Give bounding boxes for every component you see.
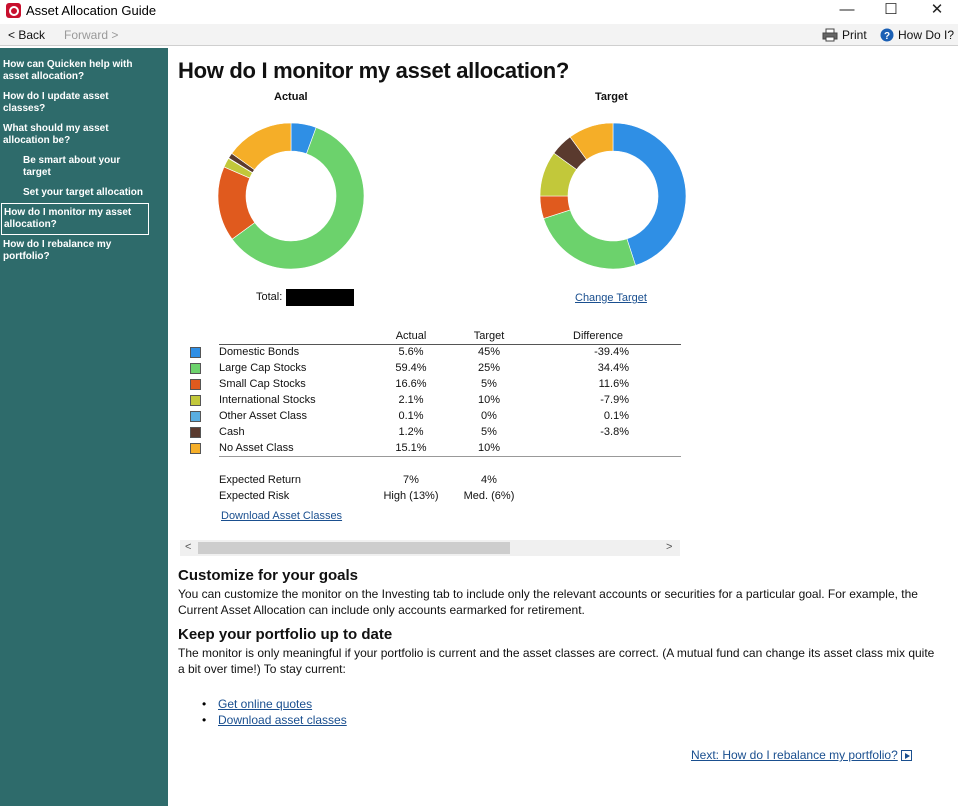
table-header (190, 328, 681, 344)
difference-value: 34.4% (597, 362, 629, 374)
print-button[interactable] (822, 28, 867, 42)
difference-value: -7.9% (600, 394, 629, 406)
actual-value: 0.1% (398, 410, 424, 422)
asset-class-name: Other Asset Class (219, 410, 308, 422)
allocation-table (190, 328, 681, 504)
page-title: How do I monitor my asset allocation? (178, 58, 570, 83)
download-asset-classes-bullet-link[interactable]: Download asset classes (218, 713, 347, 727)
sidebar-item-quicken-help[interactable]: How can Quicken help with asset allocation? (3, 59, 133, 82)
back-button[interactable]: < Back (8, 28, 46, 42)
sidebar-item-set-target[interactable]: Set your target allocation (23, 187, 144, 198)
actual-chart-title: Actual (274, 91, 308, 103)
stay-current-list (202, 696, 347, 728)
table-row (190, 360, 681, 376)
header-difference: Difference (515, 328, 681, 344)
goals-text: You can customize the monitor on the Investing tab to include only the relevant accounts or securities for a particular goal. For example, the Current Asset Allocation can include only accounts earmarked for retirement. (178, 587, 918, 617)
expected-return-target: 4% (481, 474, 497, 486)
table-row (190, 472, 681, 488)
how-do-i-button[interactable] (880, 28, 954, 42)
color-swatch (190, 363, 201, 374)
list-item (202, 712, 347, 728)
next-link-label: Next: How do I rebalance my portfolio? (691, 748, 898, 762)
target-value: 45% (477, 346, 501, 359)
printer-icon (822, 28, 838, 42)
quicken-logo-icon (6, 3, 21, 18)
difference-value: -39.4% (594, 346, 629, 359)
target-value: 0% (481, 410, 497, 422)
actual-value: 5.6% (398, 346, 424, 359)
table-row (190, 392, 681, 408)
asset-class-name: International Stocks (219, 394, 316, 406)
sidebar-item-what-should[interactable]: What should my asset allocation be? (3, 123, 109, 146)
actual-value: 59.4% (395, 362, 427, 374)
header-actual: Actual (359, 328, 463, 344)
target-chart-title: Target (595, 91, 628, 103)
sidebar-item-be-smart[interactable]: Be smart about your target (23, 155, 121, 178)
table-row (190, 344, 681, 360)
asset-class-name: Small Cap Stocks (219, 378, 306, 390)
target-donut-chart (538, 121, 688, 271)
color-swatch (190, 443, 201, 454)
navigation-bar (0, 24, 958, 46)
asset-class-name: Large Cap Stocks (219, 362, 307, 374)
actual-value: 16.6% (395, 378, 427, 390)
difference-value (515, 440, 681, 456)
header-target: Target (463, 328, 515, 344)
get-online-quotes-link[interactable]: Get online quotes (218, 697, 313, 711)
target-value: 5% (481, 426, 497, 438)
main-content (168, 48, 958, 806)
sidebar (0, 48, 168, 806)
color-swatch (190, 395, 201, 406)
svg-text:?: ? (883, 31, 891, 42)
table-row (190, 408, 681, 424)
difference-value: 11.6% (598, 378, 629, 390)
asset-class-name: Cash (219, 426, 245, 438)
how-do-i-label: How Do I? (898, 28, 955, 42)
minimize-button[interactable]: — (839, 1, 855, 18)
maximize-button[interactable]: ☐ (884, 1, 898, 18)
horizontal-scrollbar[interactable] (180, 540, 680, 556)
list-item (202, 696, 347, 712)
change-target-link[interactable]: Change Target (575, 292, 647, 304)
color-swatch (190, 379, 201, 390)
expected-return-actual: 7% (403, 474, 419, 486)
expected-risk-label: Expected Risk (219, 490, 290, 502)
target-value: 5% (481, 378, 497, 390)
title-bar (0, 0, 958, 22)
target-value: 25% (477, 362, 501, 374)
scroll-left-icon[interactable]: < (185, 541, 192, 553)
uptodate-heading: Keep your portfolio up to date (178, 626, 393, 643)
actual-value: 2.1% (398, 394, 424, 406)
download-asset-classes-link[interactable]: Download Asset Classes (221, 510, 343, 522)
asset-class-name: Domestic Bonds (219, 346, 300, 359)
color-swatch (190, 411, 201, 422)
difference-value: 0.1% (603, 410, 629, 422)
close-button[interactable]: ✕ (930, 1, 944, 18)
uptodate-text: The monitor is only meaningful if your portfolio is current and the asset classes are correct. (A mutual fund can change its asset class mix quite a bit over time!) To stay current: (178, 646, 935, 676)
sidebar-item-monitor[interactable]: How do I monitor my asset allocation? (1, 203, 149, 235)
next-page-link[interactable] (691, 748, 912, 762)
table-row (190, 424, 681, 440)
table-row (190, 488, 681, 504)
expected-risk-actual: High (13%) (383, 490, 439, 502)
color-swatch (190, 427, 201, 438)
next-arrow-icon (901, 750, 912, 761)
total-label: Total: (256, 291, 283, 303)
scroll-right-icon[interactable]: > (666, 541, 673, 553)
print-label: Print (842, 28, 867, 42)
actual-value: 1.2% (398, 426, 424, 438)
difference-value: -3.8% (600, 426, 629, 438)
sidebar-item-rebalance[interactable]: How do I rebalance my portfolio? (3, 239, 112, 262)
scrollbar-thumb[interactable] (198, 542, 510, 554)
table-row (190, 440, 681, 456)
actual-value: 15.1% (395, 441, 427, 454)
expected-risk-target: Med. (6%) (463, 490, 515, 502)
table-row (190, 376, 681, 392)
window-title: Asset Allocation Guide (26, 3, 157, 18)
actual-donut-chart (216, 121, 366, 271)
total-value-redacted (286, 289, 354, 306)
expected-return-label: Expected Return (219, 474, 301, 486)
sidebar-item-update-classes[interactable]: How do I update asset classes? (3, 91, 109, 114)
asset-class-name: No Asset Class (219, 441, 294, 454)
forward-button[interactable]: Forward > (64, 28, 119, 42)
target-value: 10% (477, 394, 501, 406)
color-swatch (190, 347, 201, 358)
help-icon (880, 28, 894, 42)
donut-slice-large-cap-stocks (544, 210, 636, 269)
target-value: 10% (477, 441, 501, 454)
goals-heading: Customize for your goals (178, 567, 359, 584)
